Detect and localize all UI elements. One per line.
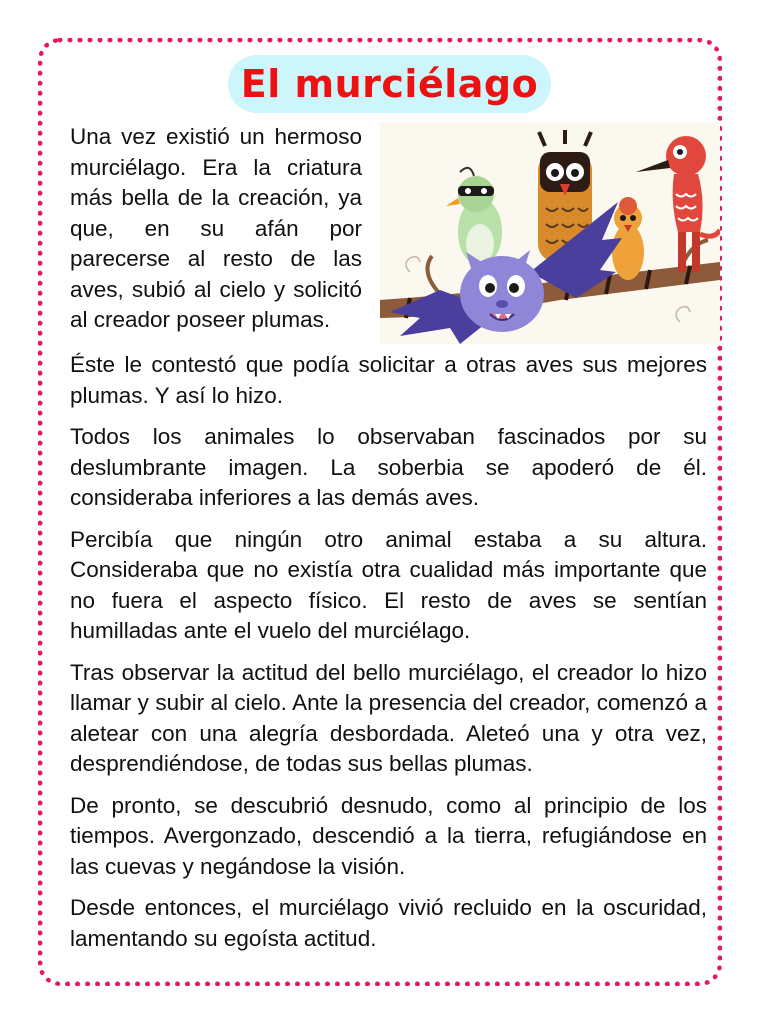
- story-paragraph-5: Tras observar la actitud del bello murciélago, el creador lo hizo llamar y subir al cielo. Ante la presencia del creador, comenzó a aletear con una alegría desbordada. Aleteó una y otra vez, desprendiéndose, de todas sus bellas plumas.: [70, 659, 707, 776]
- story-paragraph-1: Una vez existió un hermoso murciélago. Era la criatura más bella de la creación, ya que, en su afán por parecerse al resto de las aves, subió al cielo y solicitó al creador poseer plumas.: [70, 124, 362, 332]
- page-title: El murciélago: [240, 62, 539, 106]
- story-paragraph-6: De pronto, se descubrió desnudo, como al principio de los tiempos. Avergonzado, descendió a la tierra, refugiándose en las cuevas y negándose la visión.: [70, 792, 707, 879]
- story-paragraph-2: Éste le contestó que podía solicitar a otras aves sus mejores plumas. Y así lo hizo.: [70, 352, 707, 408]
- story-paragraph-3: Todos los animales lo observaban fascinados por su deslumbrante imagen. La soberbia se apoderó de él. consideraba inferiores a las demás aves.: [70, 424, 707, 510]
- story-paragraph-7: Desde entonces, el murciélago vivió recluido en la oscuridad, lamentando su egoísta actitud.: [70, 895, 707, 951]
- story-paragraph-4: Percibía que ningún otro animal estaba a su altura. Consideraba que no existía otra cualidad más importante que no fuera el aspecto físico. El resto de aves se sentían humilladas ante el vuelo del murciélago.: [70, 526, 707, 643]
- story-body: [70, 350, 707, 965]
- bat-and-birds-illustration: [380, 122, 720, 344]
